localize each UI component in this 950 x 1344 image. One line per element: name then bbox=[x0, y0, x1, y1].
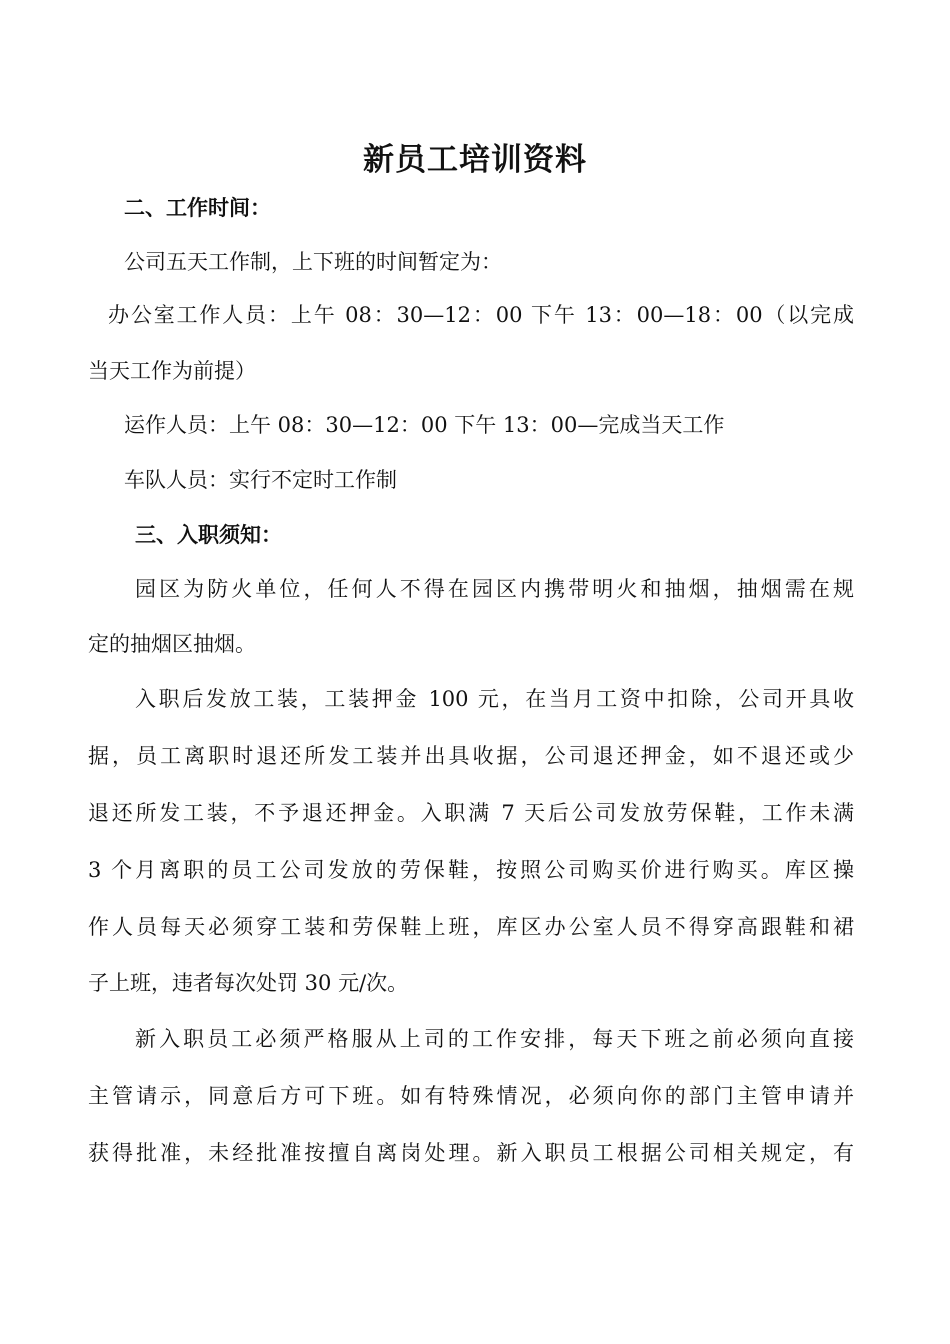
operations-staff-text: 运作人员：上午 08：30—12：00 下午 13：00—完成当天工作 bbox=[124, 413, 725, 437]
paragraph-2-line-5: 作人员每天必须穿工装和劳保鞋上班，库区办公室人员不得穿高跟鞋和裙 bbox=[88, 915, 854, 939]
paragraph-1-line-1: 园区为防火单位，任何人不得在园区内携带明火和抽烟，抽烟需在规 bbox=[135, 577, 854, 601]
paragraph-3-line-1: 新入职员工必须严格服从上司的工作安排，每天下班之前必须向直接 bbox=[135, 1027, 854, 1051]
paragraph-3-line-2: 主管请示，同意后方可下班。如有特殊情况，必须向你的部门主管申请并 bbox=[88, 1084, 854, 1108]
document-title: 新员工培训资料 bbox=[363, 142, 587, 178]
section-heading-onboarding: 三、入职须知： bbox=[135, 522, 282, 547]
work-intro-text: 公司五天工作制，上下班的时间暂定为： bbox=[124, 250, 502, 274]
paragraph-2-line-2: 据，员工离职时退还所发工装并出具收据，公司退还押金，如不退还或少 bbox=[88, 744, 854, 768]
paragraph-3-line-3: 获得批准，未经批准按擅自离岗处理。新入职员工根据公司相关规定，有 bbox=[88, 1141, 854, 1165]
office-staff-line-2: 当天工作为前提） bbox=[88, 359, 256, 383]
paragraph-2-line-4: 3 个月离职的员工公司发放的劳保鞋，按照公司购买价进行购买。库区操 bbox=[88, 858, 854, 882]
paragraph-2-line-6: 子上班，违者每次处罚 30 元/次。 bbox=[88, 971, 409, 995]
section-heading-work-hours: 二、工作时间： bbox=[124, 195, 271, 220]
office-staff-line-1: 办公室工作人员：上午 08：30—12：00 下午 13：00—18：00（以完成 bbox=[108, 303, 854, 327]
fleet-staff-text: 车队人员：实行不定时工作制 bbox=[124, 468, 397, 492]
paragraph-2-line-1: 入职后发放工装，工装押金 100 元，在当月工资中扣除，公司开具收 bbox=[135, 687, 854, 711]
paragraph-2-line-3: 退还所发工装，不予退还押金。入职满 7 天后公司发放劳保鞋，工作未满 bbox=[88, 801, 854, 825]
paragraph-1-line-2: 定的抽烟区抽烟。 bbox=[88, 632, 256, 656]
